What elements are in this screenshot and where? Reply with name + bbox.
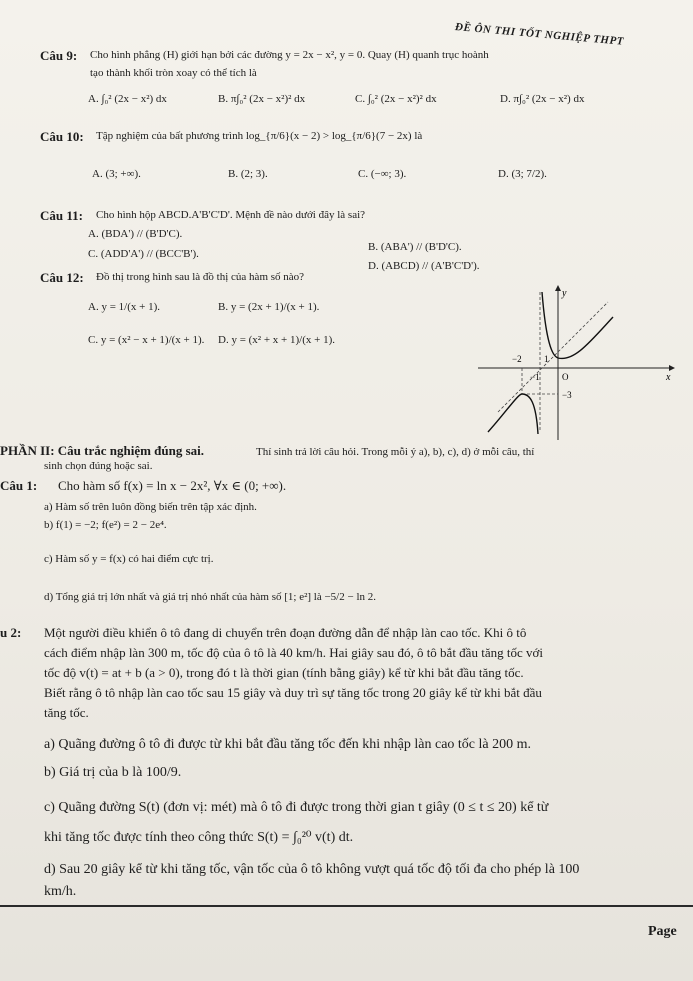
q11-number: Câu 11: bbox=[40, 208, 83, 223]
c1-number: Câu 1: bbox=[0, 478, 38, 493]
c2-statement-a: a) Quãng đường ô tô đi được từ khi bắt đầu tăng tốc đến khi nhập làn cao tốc là 200 m. bbox=[44, 737, 532, 752]
c2-line-4: Biết rằng ô tô nhập làn cao tốc sau 15 giây và duy trì sự tăng tốc trong 20 giây kể từ khi bắt đầu bbox=[44, 685, 542, 700]
q12-option-b: B. y = (2x + 1)/(x + 1). bbox=[218, 301, 320, 313]
c2-statement-d-2: km/h. bbox=[44, 884, 77, 899]
graph-tick-1: 1 bbox=[544, 354, 549, 364]
graph-label-origin: O bbox=[562, 372, 569, 382]
part2-title-line2: sinh chọn đúng hoặc sai. bbox=[44, 460, 153, 472]
c2-line-2: cách điểm nhập làn 300 m, tốc độ của ô tô là 40 km/h. Hai giây sau đó, ô tô bắt đầu tăng tốc với bbox=[44, 645, 543, 660]
part2-title-rest: Thí sinh trả lời câu hỏi. Trong mỗi ý a), b), c), d) ở mỗi câu, thí bbox=[256, 446, 535, 458]
c2-line-5: tăng tốc. bbox=[44, 705, 89, 720]
c1-statement-d: d) Tổng giá trị lớn nhất và giá trị nhỏ nhất của hàm số [1; e²] là −5/2 − ln 2. bbox=[44, 591, 376, 603]
c1-statement-a: a) Hàm số trên luôn đồng biến trên tập xác định. bbox=[44, 501, 257, 513]
graph-tick-minus-2: −2 bbox=[512, 354, 522, 364]
exam-header: ĐỀ ÔN THI TỐT NGHIỆP THPT bbox=[454, 21, 625, 48]
q9-text: Cho hình phẳng (H) giới hạn bởi các đường y = 2x − x², y = 0. Quay (H) quanh trục hoành bbox=[90, 49, 489, 61]
c2-number: u 2: bbox=[0, 625, 22, 640]
graph-tick-minus-1: −1 bbox=[530, 372, 540, 382]
q11-text: Cho hình hộp ABCD.A'B'C'D'. Mệnh đề nào dưới đây là sai? bbox=[96, 209, 366, 221]
footer-divider bbox=[0, 905, 693, 907]
c2-statement-b: b) Giá trị của b là 100/9. bbox=[44, 765, 182, 780]
q10-option-d: D. (3; 7/2). bbox=[498, 168, 547, 180]
q11-option-b: B. (ABA') // (B'D'C). bbox=[368, 241, 462, 253]
q10-number: Câu 10: bbox=[40, 129, 84, 144]
right-branch-curve bbox=[542, 292, 613, 359]
left-branch-curve bbox=[488, 394, 538, 434]
c2-statement-d: d) Sau 20 giây kể từ khi tăng tốc, vận tốc của ô tô không vượt quá tốc độ tối đa cho phép là 100 bbox=[44, 862, 580, 877]
q12-number: Câu 12: bbox=[40, 270, 84, 285]
q10-text: Tập nghiệm của bất phương trình log_{π/6}(x − 2) > log_{π/6}(7 − 2x) là bbox=[96, 130, 423, 142]
q12-option-c: C. y = (x² − x + 1)/(x + 1). bbox=[88, 334, 205, 346]
page-label: Page bbox=[648, 924, 677, 939]
c1-statement-b: b) f(1) = −2; f(e²) = 2 − 2e⁴. bbox=[44, 519, 167, 531]
graph-label-x: x bbox=[666, 372, 671, 383]
q9-option-d: D. π∫₀² (2x − x²) dx bbox=[500, 93, 585, 105]
graph-label-y: y bbox=[562, 288, 567, 299]
q11-option-d: D. (ABCD) // (A'B'C'D'). bbox=[368, 260, 480, 272]
part2-title: PHẦN II: Câu trắc nghiệm đúng sai. bbox=[0, 443, 205, 458]
q12-option-a: A. y = 1/(x + 1). bbox=[88, 301, 160, 313]
c2-statement-c-2: khi tăng tốc được tính theo công thức S(t) = ∫₀²⁰ v(t) dt. bbox=[44, 830, 354, 845]
q11-option-c: C. (ADD'A') // (BCC'B'). bbox=[88, 248, 199, 260]
q12-graph bbox=[478, 282, 678, 442]
q9-option-a: A. ∫₀² (2x − x²) dx bbox=[88, 93, 167, 105]
q10-option-b: B. (2; 3). bbox=[228, 168, 268, 180]
q9-text-2: tạo thành khối tròn xoay có thể tích là bbox=[90, 67, 257, 79]
q12-text: Đồ thị trong hình sau là đồ thị của hàm số nào? bbox=[96, 271, 305, 283]
c2-line-3: tốc độ v(t) = at + b (a > 0), trong đó t là thời gian (tính bằng giây) kể từ khi bắt đầu tăng tốc. bbox=[44, 665, 524, 680]
q11-option-a: A. (BDA') // (B'D'C). bbox=[88, 228, 183, 240]
c1-statement-c: c) Hàm số y = f(x) có hai điểm cực trị. bbox=[44, 553, 214, 565]
q9-option-c: C. ∫₀² (2x − x²)² dx bbox=[355, 93, 437, 105]
q10-option-a: A. (3; +∞). bbox=[92, 168, 141, 180]
q9-option-b: B. π∫₀² (2x − x²)² dx bbox=[218, 93, 306, 105]
q12-option-d: D. y = (x² + x + 1)/(x + 1). bbox=[218, 334, 336, 346]
q10-option-c: C. (−∞; 3). bbox=[358, 168, 407, 180]
c1-text: Cho hàm số f(x) = ln x − 2x², ∀x ∈ (0; +∞). bbox=[58, 478, 287, 493]
graph-tick-minus-3: −3 bbox=[562, 390, 572, 400]
c2-statement-c: c) Quãng đường S(t) (đơn vị: mét) mà ô tô đi được trong thời gian t giây (0 ≤ t ≤ 20) kể từ bbox=[44, 800, 549, 815]
c2-line-1: Một người điều khiển ô tô đang di chuyển trên đoạn đường dẫn để nhập làn cao tốc. Khi ô tô bbox=[44, 625, 527, 640]
q9-number: Câu 9: bbox=[40, 48, 78, 63]
